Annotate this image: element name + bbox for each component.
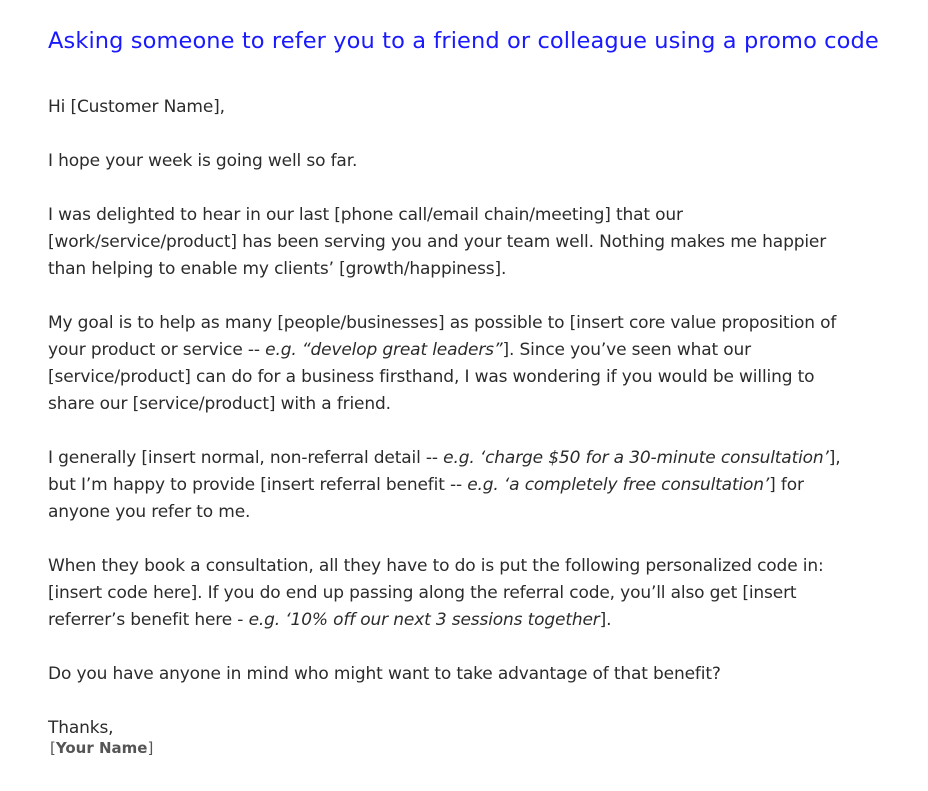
bracket: [ bbox=[50, 739, 56, 757]
line-text: but I’m happy to provide [insert referral benefit -- bbox=[48, 475, 468, 495]
line-text: referrer’s benefit here - bbox=[48, 610, 249, 630]
line-text: I generally [insert normal, non-referral detail -- bbox=[48, 448, 444, 468]
paragraph-line: [insert code here]. If you do end up passing along the referral code, you’ll also get [insert bbox=[48, 583, 797, 603]
line-text: ]. bbox=[599, 610, 612, 630]
email-paragraph-4 bbox=[48, 445, 908, 526]
example-text: e.g. ‘a completely free consultation’ bbox=[467, 475, 770, 495]
email-greeting: Hi [Customer Name], bbox=[48, 97, 225, 117]
paragraph-line: anyone you refer to me. bbox=[48, 502, 251, 522]
email-signature bbox=[50, 738, 908, 758]
email-template bbox=[48, 26, 908, 758]
paragraph-line: share our [service/product] with a friend. bbox=[48, 394, 391, 414]
paragraph-line: [work/service/product] has been serving you and your team well. Nothing makes me happier bbox=[48, 232, 827, 252]
line-text: ]. Since you’ve seen what our bbox=[502, 340, 751, 360]
signature-name: Your Name bbox=[55, 739, 148, 757]
paragraph-line: When they book a consultation, all they have to do is put the following personalized code in: bbox=[48, 556, 824, 576]
line-text: ] for bbox=[769, 475, 804, 495]
paragraph-line bbox=[48, 445, 908, 472]
email-paragraph-3 bbox=[48, 310, 908, 418]
email-paragraph-6: Do you have anyone in mind who might want to take advantage of that benefit? bbox=[48, 664, 721, 684]
example-text: e.g. ‘charge $50 for a 30-minute consultation’ bbox=[443, 448, 829, 468]
line-text: ], bbox=[828, 448, 841, 468]
paragraph-line: than helping to enable my clients’ [growth/happiness]. bbox=[48, 259, 507, 279]
email-paragraph-1: I hope your week is going well so far. bbox=[48, 151, 358, 171]
paragraph-line: My goal is to help as many [people/businesses] as possible to [insert core value proposition of bbox=[48, 313, 837, 333]
paragraph-line bbox=[48, 607, 908, 634]
email-signoff: Thanks, bbox=[48, 718, 114, 738]
paragraph-line bbox=[48, 337, 908, 364]
example-text: e.g. “develop great leaders” bbox=[265, 340, 503, 360]
line-text: your product or service -- bbox=[48, 340, 266, 360]
template-title: Asking someone to refer you to a friend or colleague using a promo code bbox=[48, 28, 879, 54]
email-paragraph-5 bbox=[48, 553, 908, 634]
example-text: e.g. ‘10% off our next 3 sessions together bbox=[248, 610, 600, 630]
bracket: ] bbox=[147, 739, 154, 757]
paragraph-line: I was delighted to hear in our last [phone call/email chain/meeting] that our bbox=[48, 205, 683, 225]
email-paragraph-2 bbox=[48, 202, 908, 283]
paragraph-line bbox=[48, 472, 908, 499]
paragraph-line: [service/product] can do for a business firsthand, I was wondering if you would be willing to bbox=[48, 367, 815, 387]
